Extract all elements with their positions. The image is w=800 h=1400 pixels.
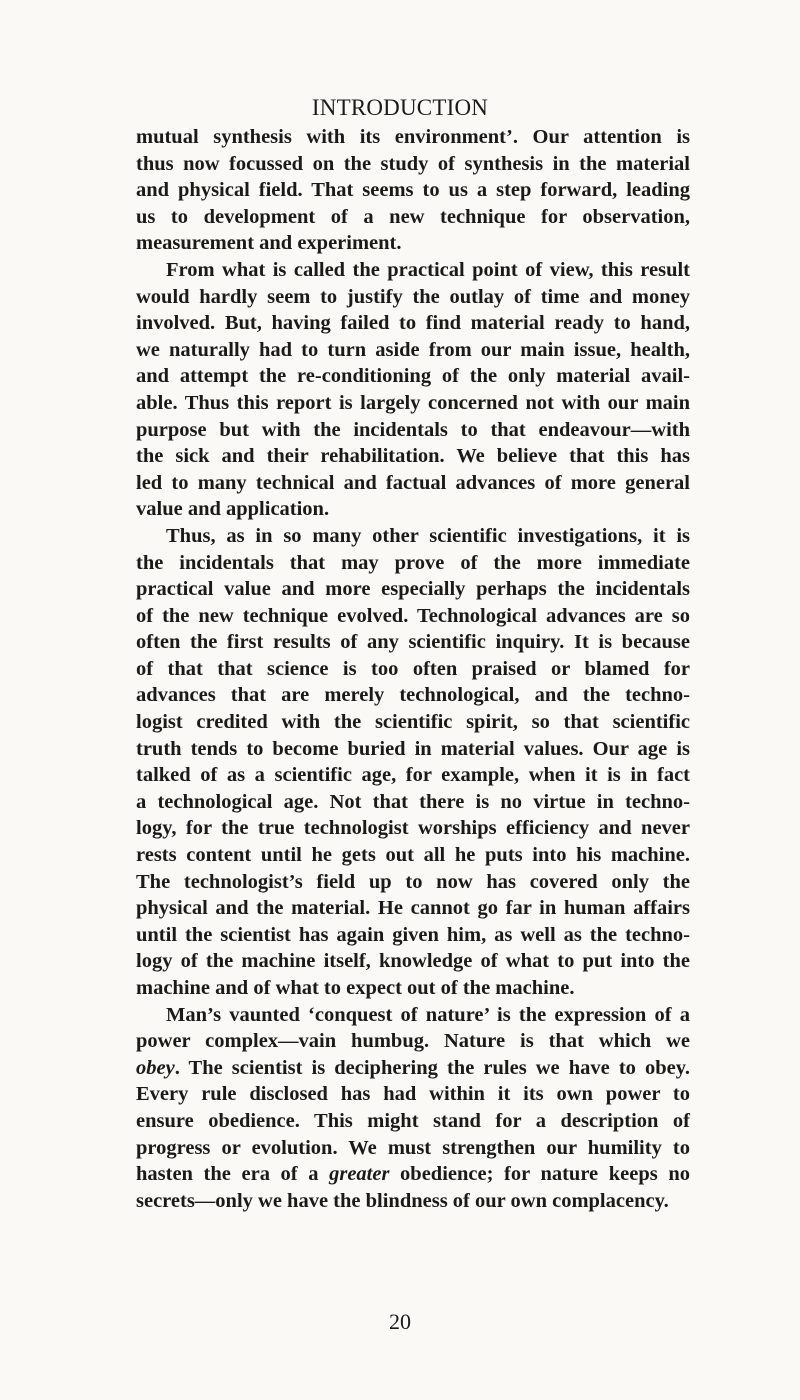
paragraph bbox=[136, 124, 690, 257]
text-line: obey. The scientist is deciphering the rules we have to obey. bbox=[136, 1056, 690, 1079]
text-line: talked of as a scientific age, for example, when it is in fact bbox=[136, 764, 690, 787]
text-line: us to development of a new technique for observation, bbox=[136, 205, 690, 228]
text-line: From what is called the practical point of view, this result bbox=[166, 258, 690, 281]
text-line: advances that are merely technological, and the techno- bbox=[136, 684, 690, 707]
paragraph bbox=[136, 257, 690, 523]
text-line: thus now focussed on the study of synthesis in the material bbox=[136, 152, 690, 175]
text-line: until the scientist has again given him, as well as the techno- bbox=[136, 923, 690, 946]
text-line: of the new technique evolved. Technological advances are so bbox=[136, 604, 690, 627]
text-line: we naturally had to turn aside from our main issue, health, bbox=[136, 338, 690, 361]
paragraph bbox=[136, 1002, 690, 1215]
text-line: rests content until he gets out all he puts into his machine. bbox=[136, 844, 690, 867]
text-line: often the first results of any scientific inquiry. It is because bbox=[136, 631, 690, 654]
text-line: of that that science is too often praised or blamed for bbox=[136, 657, 690, 680]
text-line: measurement and experiment. bbox=[136, 232, 402, 255]
text-line: physical and the material. He cannot go far in human affairs bbox=[136, 897, 690, 920]
text-line: Man’s vaunted ‘conquest of nature’ is the expression of a bbox=[166, 1003, 690, 1026]
text-line: Thus, as in so many other scientific investigations, it is bbox=[166, 524, 690, 547]
text-line: the sick and their rehabilitation. We believe that this has bbox=[136, 445, 690, 468]
running-head: INTRODUCTION bbox=[311, 95, 489, 120]
text-line: Every rule disclosed has had within it its own power to bbox=[136, 1083, 690, 1106]
text-line: logy, for the true technologist worships efficiency and never bbox=[136, 817, 690, 840]
text-line: value and application. bbox=[136, 498, 330, 521]
text-line: hasten the era of a greater obedience; for nature keeps no bbox=[136, 1163, 690, 1186]
text-line: would hardly seem to justify the outlay of time and money bbox=[136, 285, 690, 308]
text-line: practical value and more especially perhaps the incidentals bbox=[136, 578, 690, 601]
text-line: logist credited with the scientific spirit, so that scientific bbox=[136, 711, 690, 734]
text-line: progress or evolution. We must strengthen our humility to bbox=[136, 1136, 690, 1159]
text-line: able. Thus this report is largely concerned not with our main bbox=[136, 391, 690, 414]
paragraph bbox=[136, 523, 690, 1002]
text-line: purpose but with the incidentals to that endeavour—with bbox=[136, 418, 690, 441]
text-line: The technologist’s field up to now has covered only the bbox=[136, 870, 690, 893]
body-text bbox=[136, 124, 690, 1214]
text-line: and physical field. That seems to us a step forward, leading bbox=[136, 179, 690, 202]
text-line: involved. But, having failed to find material ready to hand, bbox=[136, 312, 690, 335]
text-line: power complex—vain humbug. Nature is that which we bbox=[136, 1030, 690, 1053]
text-line: ensure obedience. This might stand for a description of bbox=[136, 1109, 690, 1132]
page-number: 20 bbox=[389, 1309, 411, 1334]
text-line: machine and of what to expect out of the machine. bbox=[136, 977, 575, 999]
text-line: mutual synthesis with its environment’. Our attention is bbox=[136, 126, 690, 148]
text-line: the incidentals that may prove of the more immediate bbox=[136, 551, 690, 574]
text-line: led to many technical and factual advances of more general bbox=[136, 471, 690, 494]
text-line: and attempt the re-conditioning of the only material avail- bbox=[136, 365, 690, 388]
text-line: a technological age. Not that there is no virtue in techno- bbox=[136, 790, 690, 813]
text-line: truth tends to become buried in material values. Our age is bbox=[136, 737, 690, 760]
text-line: secrets—only we have the blindness of our own complacency. bbox=[136, 1189, 669, 1212]
text-line: logy of the machine itself, knowledge of what to put into the bbox=[136, 950, 690, 973]
